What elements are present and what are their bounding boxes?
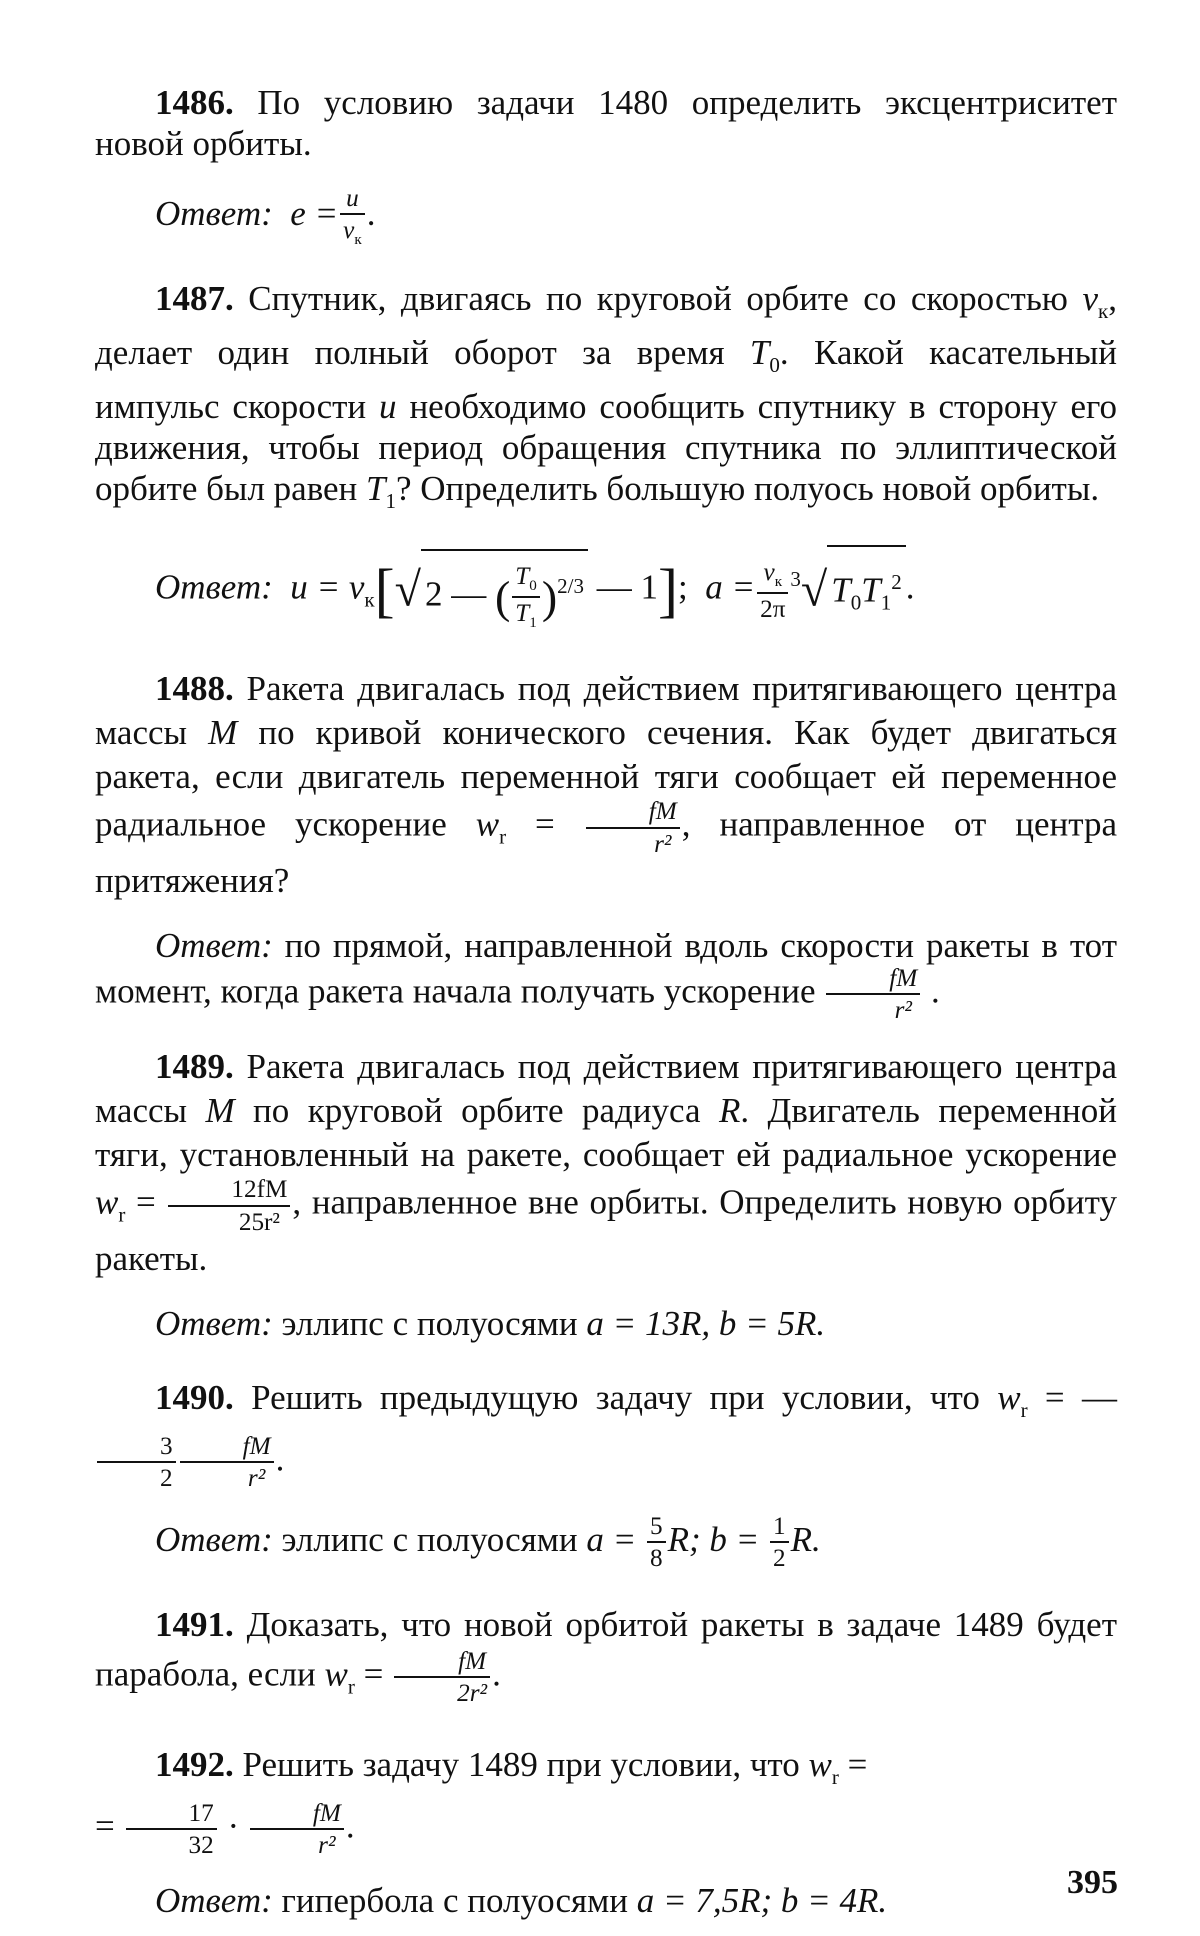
problem-1491: 1491. Доказать, что новой орбитой ракеты в задаче 1489 будет парабола, если $w_r$ = $\frac{fM}{\text{2r²}}$ . <box>95 1605 1117 1708</box>
problem-number: 1486. <box>155 83 234 122</box>
problem-text: По условию задачи 1480 определить эксцентриситет новой орбиты. <box>95 83 1117 163</box>
answer-1487: Ответ: $u = v_к[√$ 2 — ( $\frac{T_0}{T_1}$ )$^{2/3}$ — 1]; a = $\frac{v_к}{2\pi}$ $^3$√ $T_0T_1^2$ . <box>95 544 1117 637</box>
answer-label: Ответ: <box>155 926 273 966</box>
problem-number: 1492. <box>155 1745 234 1784</box>
page-content <box>95 82 1117 1921</box>
answer-1490: Ответ: эллипс с полуосями a = $\frac{5}{8}$ R; b = $\frac{1}{2}$ R. <box>155 1512 821 1573</box>
problem-number: 1489. <box>155 1047 234 1087</box>
problem-1490: 1490. Решить предыдущую задачу при условии, что $w_r$ = — $\frac{3}{2}$ $\frac{fM}{\text{r²}}$ . <box>95 1374 1117 1491</box>
page-number: 395 <box>1067 1864 1118 1901</box>
answer-label: Ответ: <box>155 1519 273 1559</box>
answer-label: Ответ: <box>155 1881 273 1921</box>
problem-number: 1487. <box>155 279 234 319</box>
answer-label: Ответ: <box>155 1304 273 1344</box>
answer-1492: Ответ: гипербола с полуосями a = 7,5R; b = 4R. <box>155 1881 888 1921</box>
problem-1486 <box>95 82 1117 164</box>
problem-1488: 1488. Ракета двигалась под действием притягивающего центра массы M по кривой конического сечения. Как будет двигаться ракета, если двигатель переменной тяги сообщает ей переменное радиальное ускорение $w_r$ = $\frac{fM}{\text{r²}}$ , направленное от центра притяжения? <box>95 669 1118 901</box>
answer-label: Ответ: <box>155 194 273 234</box>
answer-label: Ответ: <box>155 568 273 608</box>
problem-number: 1491. <box>155 1605 234 1645</box>
problem-1489: 1489. Ракета двигалась под действием притягивающего центра массы M по круговой орбите радиуса R. Двигатель переменной тяги, установленный на ракете, сообщает ей радиальное ускорение $w_r$ = $\frac{12fM}{\text{25r²}}$ , направленное вне орбиты. Определить новую орбиту ракеты. <box>95 1047 1117 1279</box>
radical: 2 — ( $\frac{T_0}{T_1}$ )$^{2/3}$ <box>421 549 588 633</box>
problem-1487: 1487. Спутник, двигаясь по круговой орбите со скоростью $v_к$, делает один полный оборот за время $T_0$. Какой касательный импульс скорости u необходимо сообщить спутнику в сторону его движения, чтобы период обращения спутника по эллиптической орбите был равен $T_1$? Определить большую полуось новой орбиты. <box>95 279 1118 514</box>
answer-1488: Ответ: по прямой, направленной вдоль скорости ракеты в тот момент, когда ракета начала получать ускорение $\frac{fM}{\text{r²}}$ . <box>95 926 1117 1025</box>
problem-1492: 1492. Решить задачу 1489 при условии, что $w_r$ = = $\frac{17}{32}$ · $\frac{fM}{\text{r²}}$ . <box>95 1745 868 1860</box>
answer-1489: Ответ: эллипс с полуосями a = 13R, b = 5R. <box>155 1304 826 1344</box>
answer-math: e = <box>290 194 339 234</box>
fraction: $\frac{u}{v_к}$ <box>340 186 365 248</box>
problem-number: 1490. <box>155 1378 234 1418</box>
answer-1486: Ответ: e = $\frac{u}{v_к}$ . <box>155 185 376 249</box>
problem-number: 1488. <box>155 669 234 709</box>
